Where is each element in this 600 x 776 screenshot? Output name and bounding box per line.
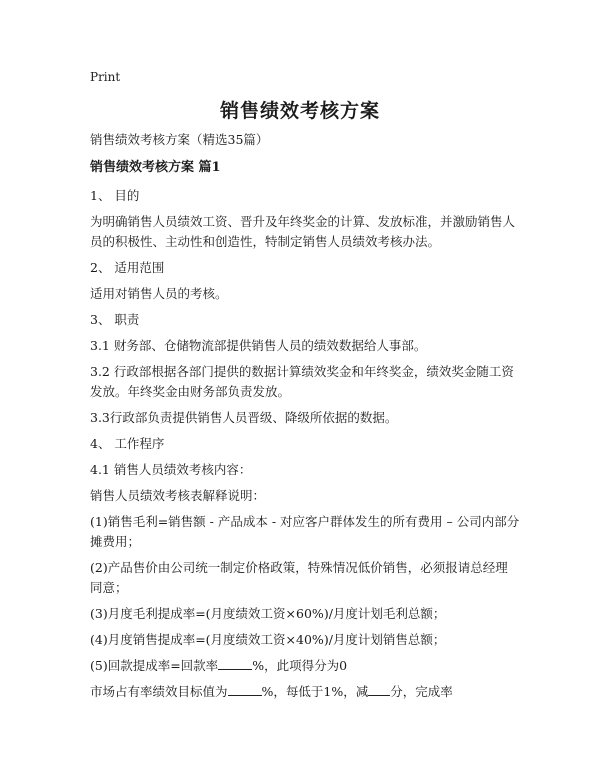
subtitle: 销售绩效考核方案（精选35篇） (90, 132, 269, 147)
paragraph-duty-3-1: 3.1 财务部、仓储物流部提供销售人员的绩效数据给人事部。 (90, 338, 427, 353)
heading-procedure: 4、 工作程序 (90, 436, 165, 451)
list-item-5 (90, 656, 520, 676)
paragraph-purpose: 为明确销售人员绩效工资、晋升及年终奖金的计算、发放标准，并激励销售人员的积极性、主动性和创造性，特制定销售人员绩效考核办法。 (90, 214, 516, 249)
document-body (90, 130, 520, 708)
heading-purpose: 1、 目的 (90, 188, 140, 203)
market-share-text-a: 市场占有率绩效目标值为 (90, 684, 228, 699)
paragraph-scope: 适用对销售人员的考核。 (90, 286, 228, 301)
list-item-1: (1)销售毛利=销售额 - 产品成本 - 对应客户群体发生的所有费用 – 公司内部分摊费用； (90, 514, 520, 549)
market-share-text-c: 分，完成率 (390, 684, 453, 699)
paragraph-market-share (90, 682, 520, 702)
section-heading: 销售绩效考核方案 篇1 (90, 160, 221, 175)
paragraph-4-1: 4.1 销售人员绩效考核内容： (90, 462, 252, 477)
heading-duties: 3、 职责 (90, 312, 140, 327)
list-item-4: (4)月度销售提成率=(月度绩效工资×40%)/月度计划销售总额； (90, 632, 446, 647)
blank-line (218, 657, 252, 670)
list-item-5-text-b: %，此项得分为0 (252, 658, 348, 673)
paragraph-duty-3-2: 3.2 行政部根据各部门提供的数据计算绩效奖金和年终奖金，绩效奖金随工资发放。年终奖金由财务部负责发放。 (90, 364, 514, 399)
market-share-text-b: %，每低于1%，减 (261, 684, 369, 699)
blank-line (228, 683, 262, 696)
list-item-5-text-a: (5)回款提成率=回款率 (90, 658, 219, 673)
print-link[interactable]: Print (90, 70, 121, 84)
paragraph-explain: 销售人员绩效考核表解释说明： (90, 488, 266, 503)
blank-line (368, 683, 390, 696)
page-title: 销售绩效考核方案 (219, 100, 380, 122)
heading-scope: 2、 适用范围 (90, 260, 165, 275)
list-item-2: (2)产品售价由公司统一制定价格政策，特殊情况低价销售，必须报请总经理同意； (90, 560, 508, 595)
paragraph-duty-3-3: 3.3行政部负责提供销售人员晋级、降级所依据的数据。 (90, 410, 398, 425)
list-item-3: (3)月度毛利提成率=(月度绩效工资×60%)/月度计划毛利总额； (90, 606, 446, 621)
